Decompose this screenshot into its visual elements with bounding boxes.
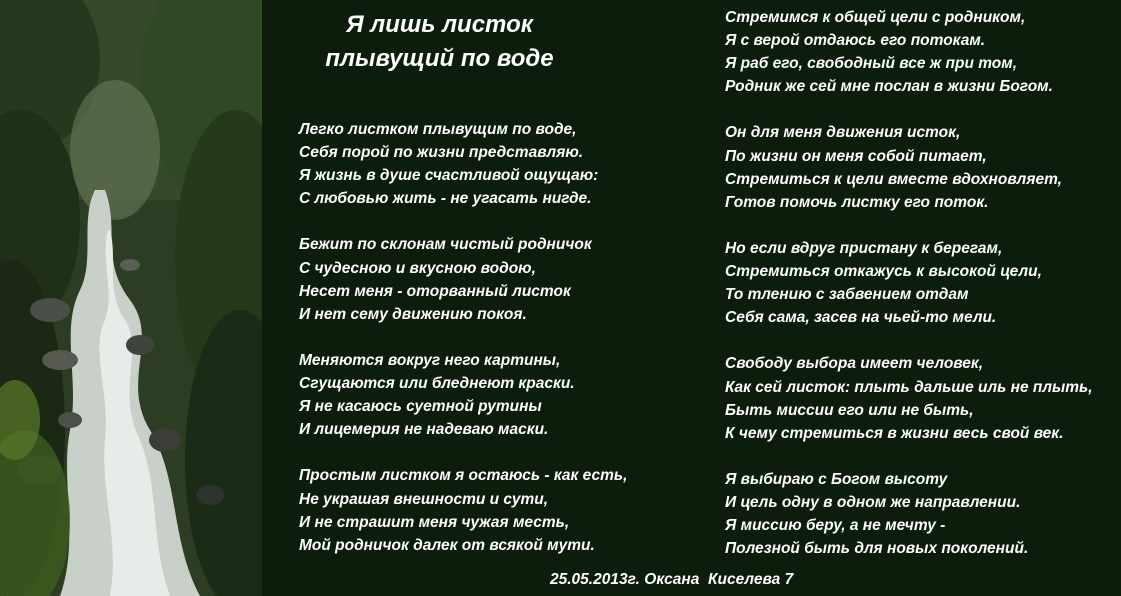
poem-line: К чему стремиться в жизни весь свой век. [725,424,1064,442]
poem-line: Я с верой отдаюсь его потокам. [725,32,986,50]
stanza [725,6,1117,98]
poem-line: Бежит по склонам чистый родничок [299,236,592,254]
poem-line: Мой родничок далек от всякой мути. [299,536,595,554]
right-column [725,6,1117,583]
poem-line: Я жизнь в душе счастливой ощущаю: [299,167,599,185]
stanza [725,121,1117,213]
poem-line: Себя сама, засев на чьей-то мели. [725,309,997,327]
poem-line: Готов помочь листку его поток. [725,193,989,211]
stanza [299,233,679,325]
poem-line: Несет меня - оторванный листок [299,282,571,300]
poem-line: По жизни он меня собой питает, [725,147,987,165]
poem-line: Не украшая внешности и сути, [299,490,549,508]
poem-line: Быть миссии его или не быть, [725,401,974,419]
left-column [299,118,679,580]
poem-line: Я выбираю с Богом высоту [725,470,948,488]
poem-line: Я раб его, свободный все ж при том, [725,55,1018,73]
poem-line: Меняются вокруг него картины, [299,351,561,369]
poem-line: Стремиться откажусь к высокой цели, [725,263,1042,281]
river-photo [0,0,262,596]
signature: 25.05.2013г. Оксана Киселева 7 [550,571,794,588]
title-line-2: плывущий по воде [325,45,554,72]
stanza [725,237,1117,329]
title-line-1: Я лишь листок [346,11,533,38]
poem-line: Стремиться к цели вместе вдохновляет, [725,170,1062,188]
poem-line: И нет сему движению покоя. [299,305,527,323]
poem-line: Я не касаюсь суетной рутины [299,398,542,416]
poem-line: С любовью жить - не угасать нигде. [299,190,592,208]
poem-line: Легко листком плывущим по воде, [299,121,577,138]
poem-line: И не страшит меня чужая месть, [299,513,570,531]
poem-line: Родник же сей мне послан в жизни Богом. [725,78,1053,96]
poem-line: Сгущаются или бледнеют краски. [299,375,575,393]
poem-title [292,8,587,76]
poem-line: То тлению с забвением отдам [725,286,969,304]
poem-line: Полезной быть для новых поколений. [725,540,1029,558]
stanza [299,349,679,441]
poem-text-area [262,0,1121,596]
poem-line: Как сей листок: плыть дальше иль не плыть, [725,378,1093,396]
poem-line: Но если вдруг пристану к берегам, [725,239,1003,257]
river-landscape-image [0,0,262,596]
poem-line: Себя порой по жизни представляю. [299,144,584,162]
poem-line: Простым листком я остаюсь - как есть, [299,467,628,485]
poem-line: И цель одну в одном же направлении. [725,493,1021,511]
poem-line: Стремимся к общей цели с родником, [725,9,1026,26]
poem-line: Он для меня движения исток, [725,124,961,142]
poem-line: С чудесною и вкусною водою, [299,259,536,277]
poem-line: Свободу выбора имеет человек, [725,355,984,373]
stanza [299,464,679,556]
stanza [299,118,679,210]
stanza [725,352,1117,444]
poem-line: И лицемерия не надеваю маски. [299,421,549,439]
stanza [725,468,1117,560]
poem-line: Я миссию беру, а не мечту - [725,517,946,535]
